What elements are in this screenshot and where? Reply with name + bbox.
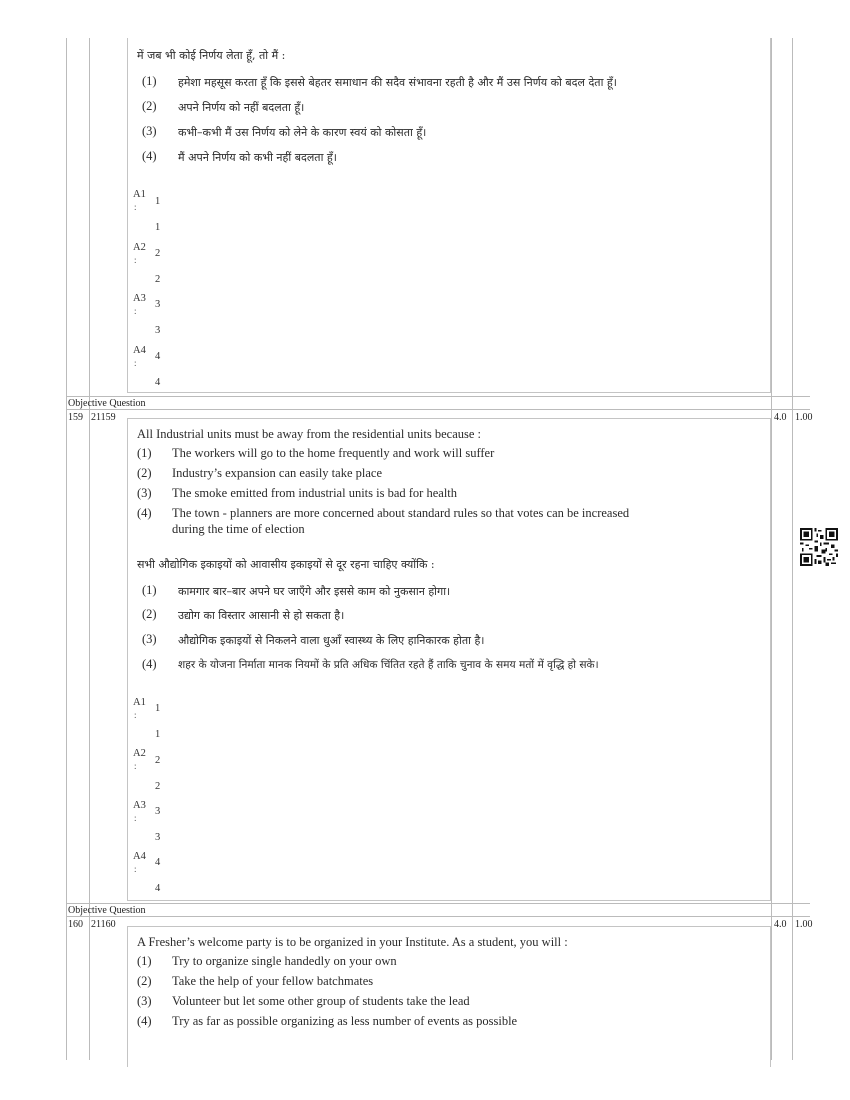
option-text-en: Try to organize single handedly on your own — [172, 954, 397, 968]
negative-marks: 1.00 — [795, 412, 813, 423]
option-text-en: Volunteer but let some other group of students take the lead — [172, 994, 470, 1008]
option-number: (3) — [137, 486, 152, 500]
answer-colon: : — [134, 358, 137, 368]
answer-value: 4 — [155, 351, 161, 362]
option-number: (3) — [137, 994, 152, 1008]
marks: 4.0 — [774, 412, 787, 423]
answer-value: 3 — [155, 806, 161, 817]
serial-number: 159 — [68, 412, 83, 423]
option-text-en: Try as far as possible organizing as less number of events as possible — [172, 1014, 518, 1028]
answer-colon: : — [134, 202, 137, 212]
answer-colon: : — [134, 761, 137, 771]
option-text-en: Industry’s expansion can easily take place — [172, 466, 382, 480]
question-type-label: Objective Question — [68, 905, 146, 916]
question-stem-en: A Fresher’s welcome party is to be organized in your Institute. As a student, you will : — [137, 935, 568, 949]
answer-colon: : — [134, 306, 137, 316]
answer-colon: : — [134, 813, 137, 823]
grid-line — [66, 409, 810, 410]
answer-colon: : — [134, 710, 137, 720]
answer-label: A1 — [133, 697, 146, 708]
option-text-en-cont: during the time of election — [172, 522, 305, 536]
answer-value: 4 — [155, 883, 161, 894]
answer-colon: : — [134, 255, 137, 265]
option-number: (1) — [142, 583, 157, 597]
option-text-hi: मैं अपने निर्णय को कभी नहीं बदलता हूँ। — [178, 151, 337, 164]
grid-line — [66, 916, 810, 917]
question-stem-en: All Industrial units must be away from the residential units because : — [137, 427, 482, 441]
answer-label: A4 — [133, 851, 146, 862]
answer-label: A4 — [133, 345, 146, 356]
answer-label: A3 — [133, 293, 146, 304]
option-number: (1) — [142, 74, 157, 88]
option-number: (3) — [142, 124, 157, 138]
answer-value: 1 — [155, 222, 161, 233]
question-frame — [127, 38, 771, 393]
grid-line — [66, 903, 810, 904]
qr-code-icon — [800, 528, 838, 566]
answer-value: 4 — [155, 857, 161, 868]
answer-value: 1 — [155, 703, 161, 714]
option-text-hi: शहर के योजना निर्माता मानक नियमों के प्रति अधिक चिंतित रहते हैं ताकि चुनाव के समय मतों में वृद्धि हो सके। — [178, 659, 599, 671]
option-text-hi: अपने निर्णय को नहीं बदलता हूँ। — [178, 101, 305, 114]
option-number: (2) — [142, 99, 157, 113]
question-stem-hi: में जब भी कोई निर्णय लेता हूँ, तो मैं : — [137, 49, 286, 62]
option-text-hi: उद्योग का विस्तार आसानी से हो सकता है। — [178, 609, 345, 622]
option-number: (2) — [137, 466, 152, 480]
answer-value: 2 — [155, 781, 161, 792]
grid-line — [66, 396, 810, 397]
question-type-label: Objective Question — [68, 398, 146, 409]
serial-number: 160 — [68, 919, 83, 930]
answer-colon: : — [134, 864, 137, 874]
answer-label: A3 — [133, 800, 146, 811]
option-text-hi: औद्योगिक इकाइयों से निकलने वाला धुआँ स्वास्थ्य के लिए हानिकारक होता है। — [178, 634, 485, 647]
question-id: 21159 — [91, 412, 116, 423]
question-id: 21160 — [91, 919, 116, 930]
option-number: (3) — [142, 632, 157, 646]
answer-value: 1 — [155, 196, 161, 207]
option-number: (2) — [142, 607, 157, 621]
option-number: (4) — [142, 149, 157, 163]
grid-line — [66, 38, 67, 1060]
marks: 4.0 — [774, 919, 787, 930]
answer-value: 1 — [155, 729, 161, 740]
option-text-hi: कभी–कभी मैं उस निर्णय को लेने के कारण स्वयं को कोसता हूँ। — [178, 126, 427, 139]
answer-value: 3 — [155, 325, 161, 336]
grid-line — [771, 38, 772, 1060]
answer-label: A1 — [133, 189, 146, 200]
option-number: (4) — [142, 657, 157, 671]
answer-value: 3 — [155, 299, 161, 310]
answer-label: A2 — [133, 242, 146, 253]
option-number: (1) — [137, 954, 152, 968]
option-number: (4) — [137, 1014, 152, 1028]
negative-marks: 1.00 — [795, 919, 813, 930]
answer-label: A2 — [133, 748, 146, 759]
option-text-hi: हमेशा महसूस करता हूँ कि इससे बेहतर समाधान की सदैव संभावना रहती है और मैं उस निर्णय को बदल देता हूँ। — [178, 76, 617, 89]
option-number: (4) — [137, 506, 152, 520]
option-text-en: The town - planners are more concerned about standard rules so that votes can be increased — [172, 506, 630, 520]
answer-value: 2 — [155, 755, 161, 766]
option-number: (2) — [137, 974, 152, 988]
answer-value: 2 — [155, 248, 161, 259]
answer-value: 2 — [155, 274, 161, 285]
option-text-hi: कामगार बार–बार अपने घर जाएँगे और इससे काम को नुकसान होगा। — [178, 585, 451, 598]
answer-value: 3 — [155, 832, 161, 843]
grid-line — [792, 38, 793, 1060]
answer-value: 4 — [155, 377, 161, 388]
question-stem-hi: सभी औद्योगिक इकाइयों को आवासीय इकाइयों से दूर रहना चाहिए क्योंकि : — [137, 558, 435, 571]
option-text-en: Take the help of your fellow batchmates — [172, 974, 374, 988]
option-text-en: The smoke emitted from industrial units is bad for health — [172, 486, 458, 500]
option-text-en: The workers will go to the home frequently and work will suffer — [172, 446, 495, 460]
option-number: (1) — [137, 446, 152, 460]
